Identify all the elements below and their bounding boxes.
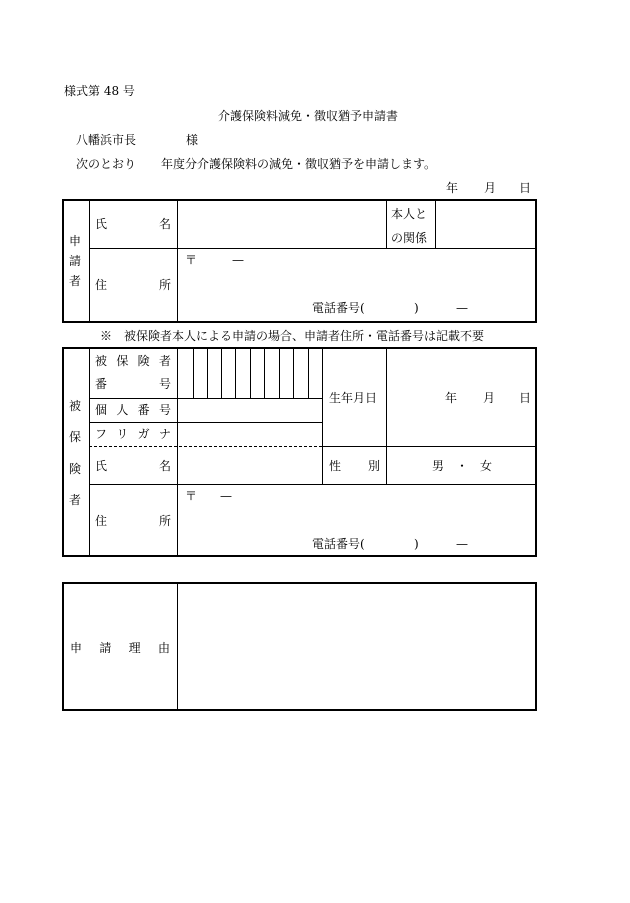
applicant-phone-label: 電話番号( (312, 301, 365, 315)
applicant-phone-close: ) (414, 301, 419, 315)
insured-phone-close: ) (414, 537, 419, 551)
insured-number-label-line1: 被 保 険 者 (95, 354, 171, 368)
insured-section-label: 被 保 険 者 (68, 399, 81, 507)
applicant-phone-dash: — (456, 301, 468, 315)
insured-address-label: 住 所 (95, 514, 171, 528)
birth-year: 年 (445, 391, 458, 405)
form-number: 様式第 48 号 (64, 84, 135, 98)
reason-label: 申 請 理 由 (70, 641, 170, 655)
birthdate-field[interactable] (389, 350, 534, 444)
date-month: 月 (484, 181, 497, 195)
applicant-name-label: 氏 名 (95, 217, 171, 231)
sex-label: 性 別 (329, 459, 380, 473)
relation-label-line1: 本人と (391, 207, 428, 221)
sex-options[interactable]: 男 ・ 女 (432, 459, 493, 473)
insured-postal-mark: 〒 (185, 489, 198, 503)
insured-number-label-line2: 番 号 (95, 377, 171, 391)
insured-postal-dash: — (220, 489, 232, 503)
applicant-address-field[interactable] (180, 265, 534, 297)
insured-number-field[interactable] (180, 350, 320, 396)
applicant-section-label: 申 請 者 (68, 234, 81, 288)
intro-prefix: 次のとおり (76, 157, 137, 171)
birth-day: 日 (519, 391, 532, 405)
furigana-field[interactable] (180, 424, 320, 444)
applicant-name-field[interactable] (180, 203, 384, 246)
furigana-label: フ リ ガ ナ (95, 427, 171, 441)
relation-label-line2: の関係 (391, 231, 428, 245)
personal-number-label: 個 人 番 号 (95, 403, 171, 417)
birthdate-label: 生年月日 (329, 391, 378, 405)
insured-address-field[interactable] (180, 502, 534, 532)
relation-field[interactable] (438, 203, 534, 246)
intro-body: 年度分介護保険料の減免・徴収猶予を申請します。 (161, 157, 437, 171)
personal-number-field[interactable] (180, 400, 320, 420)
applicant-postal-dash: — (232, 253, 244, 267)
date-year: 年 (446, 181, 459, 195)
date-day: 日 (519, 181, 532, 195)
reason-field[interactable] (180, 585, 534, 708)
addressee-mayor: 八幡浜市長 (76, 133, 137, 147)
form-title: 介護保険料減免・徴収猶予申請書 (218, 109, 399, 123)
applicant-postal-mark: 〒 (185, 253, 198, 267)
insured-name-label: 氏 名 (95, 459, 171, 473)
insured-phone-dash: — (456, 537, 468, 551)
insured-name-field[interactable] (180, 448, 320, 482)
insured-phone-label: 電話番号( (312, 537, 365, 551)
birth-month: 月 (483, 391, 496, 405)
addressee-honorific: 様 (186, 133, 199, 147)
applicant-address-label: 住 所 (95, 278, 171, 292)
note-text: ※ 被保険者本人による申請の場合、申請者住所・電話番号は記載不要 (100, 329, 485, 343)
